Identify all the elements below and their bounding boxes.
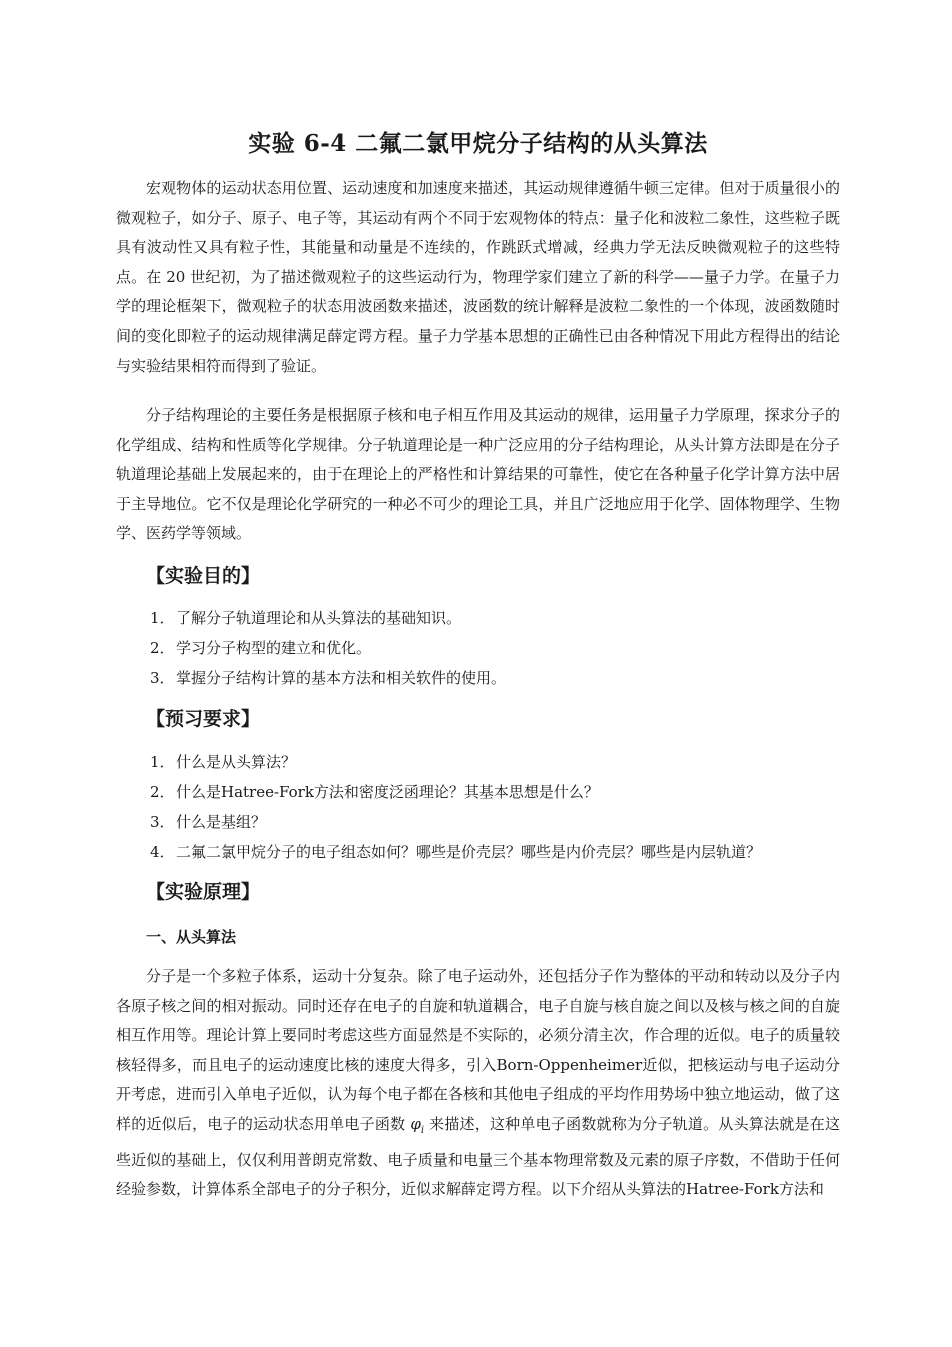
list-item-number: 4． [150,843,175,861]
section-heading-purpose: 【实验目的】 [146,565,261,587]
list-item-number: 2． [150,783,175,801]
list-item-number: 3． [150,813,175,831]
list-item-number: 1． [150,609,175,627]
list-item [150,663,850,693]
page-title: 实验 6-4 二氟二氯甲烷分子结构的从头算法 [248,130,708,157]
phi-subscript: i [420,1124,425,1136]
list-item-number: 2． [150,639,175,657]
list-item-text: 什么是基组？ [176,813,267,831]
principle-text-part-1: 分子是一个多粒子体系，运动十分复杂。除了电子运动外，还包括分子作为整体的平动和转动以及分子内各原子核之间的相对振动。同时还存在电子的自旋和轨道耦合，电子自旋与核自旋之间以及核与核之间的自旋相互作用等。理论计算上要同时考虑这些方面显然是不实际的，必须分清主次，作合理的近似。电子的质量较核轻得多，而且电子的运动速度比核的速度大得多，引入Born-Oppenheimer近似，把核运动与电子运动分开考虑，进而引入单电子近似，认为每个电子都在各核和其他电子组成的平均作用势场中独立地运动，做了这样的近似后，电子的运动状态用单电子函数 [116,967,840,1133]
list-item [150,747,850,777]
section-heading-principle: 【实验原理】 [146,881,261,903]
principle-text-part-2: 来描述，这种单电子函数就称为分子轨道。从头算法就是在这些近似的基础上，仅仅利用普朗克常数、电子质量和电量三个基本物理常数及元素的原子序数，不借助于任何经验参数，计算体系全部电子的分子积分，近似求解薛定谔方程。以下介绍从头算法的Hatree-Fork方法和 [116,1114,840,1199]
list-item-text: 二氟二氯甲烷分子的电子组态如何？哪些是价壳层？哪些是内价壳层？哪些是内层轨道？ [176,843,762,861]
list-item [150,777,850,807]
list-item [150,807,850,837]
list-item-text: 了解分子轨道理论和从头算法的基础知识。 [176,609,462,627]
intro-paragraph-1: 宏观物体的运动状态用位置、运动速度和加速度来描述，其运动规律遵循牛顿三定律。但对于质量很小的微观粒子，如分子、原子、电子等，其运动有两个不同于宏观物体的特点：量子化和波粒二象性，这些粒子既具有波动性又具有粒子性，其能量和动量是不连续的，作跳跃式增减，经典力学无法反映微观粒子的这些特点。在 20 世纪初，为了描述微观粒子的这些运动行为，物理学家们建立了新的科学——量子力学。在量子力学的理论框架下，微观粒子的状态用波函数来描述，波函数的统计解释是波粒二象性的一个体现，波函数随时间的变化即粒子的运动规律满足薛定谔方程。量子力学基本思想的正确性已由各种情况下用此方程得出的结论与实验结果相符而得到了验证。 [116,179,840,375]
list-item-number: 1． [150,753,175,771]
list-item-text: 学习分子构型的建立和优化。 [176,639,372,657]
intro-paragraph-2: 分子结构理论的主要任务是根据原子核和电子相互作用及其运动的规律，运用量子力学原理，探求分子的化学组成、结构和性质等化学规律。分子轨道理论是一种广泛应用的分子结构理论，从头计算方法即是在分子轨道理论基础上发展起来的，由于在理论上的严格性和计算结果的可靠性，使它在各种量子化学计算方法中居于主导地位。它不仅是理论化学研究的一种必不可少的理论工具，并且广泛地应用于化学、固体物理学、生物学、医药学等领域。 [116,406,840,543]
subsection-heading-ab-initio: 一、从头算法 [146,928,237,946]
list-item [150,837,850,867]
purpose-list [150,603,850,693]
list-item-text: 什么是Hatree-Fork方法和密度泛函理论？其基本思想是什么？ [176,783,599,801]
list-item-text: 掌握分子结构计算的基本方法和相关软件的使用。 [176,669,507,687]
phi-symbol: φ [410,1114,421,1133]
principle-paragraph [116,962,840,1205]
list-item [150,633,850,663]
preview-list [150,747,850,867]
list-item-text: 什么是从头算法？ [176,753,297,771]
list-item [150,603,850,633]
section-heading-preview: 【预习要求】 [146,708,261,730]
list-item-number: 3． [150,669,175,687]
